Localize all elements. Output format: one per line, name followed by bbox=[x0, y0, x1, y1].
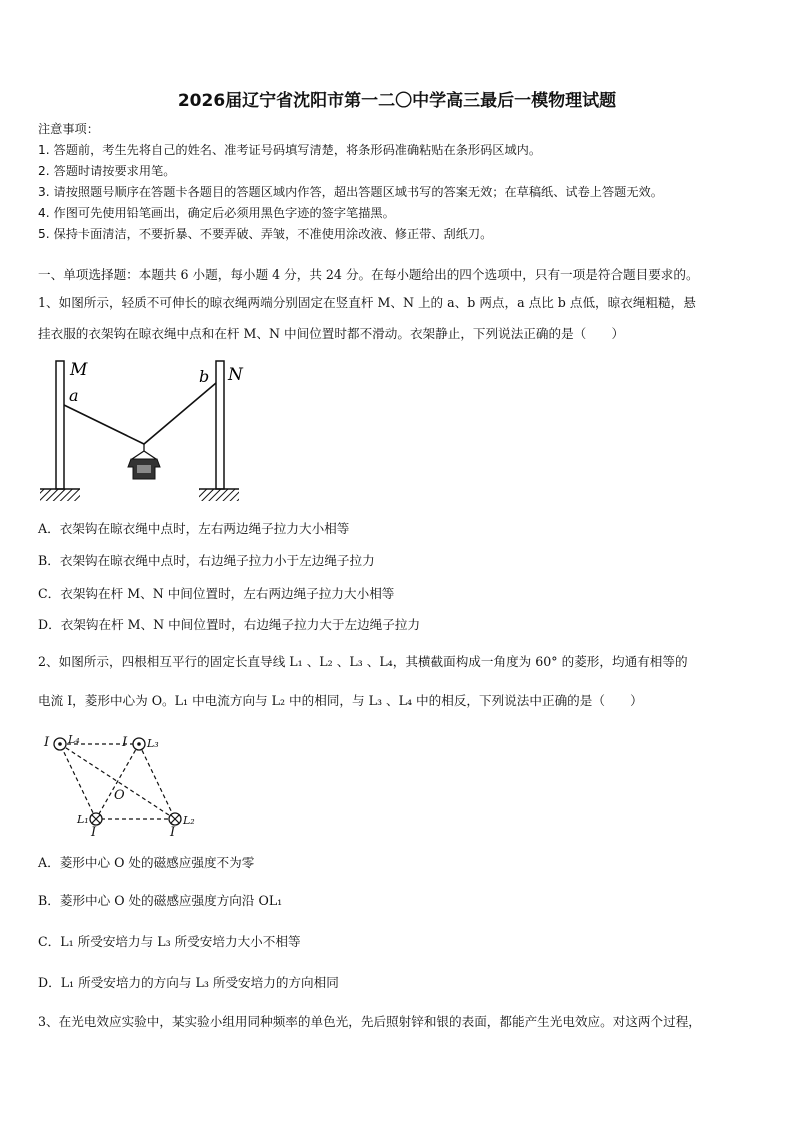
page-title: 2026届辽宁省沈阳市第一二〇中学高三最后一模物理试题 bbox=[177, 91, 617, 111]
notice-item: 5. 保持卡面清洁，不要折暴、不要弄破、弄皱，不准使用涂改液、修正带、刮纸刀。 bbox=[38, 227, 493, 241]
label-l3: L₃ bbox=[147, 737, 159, 750]
q1-option-c: C．衣架钩在杆 M、N 中间位置时，左右两边绳子拉力大小相等 bbox=[38, 586, 395, 601]
notice-item: 2. 答题时请按要求用笔。 bbox=[38, 164, 176, 178]
rhombus-lines bbox=[60, 744, 175, 819]
q1-option-d: D．衣架钩在杆 M、N 中间位置时，右边绳子拉力大于左边绳子拉力 bbox=[38, 617, 421, 632]
wire-rhombus-figure bbox=[38, 728, 218, 840]
question-1-line-1: 1、如图所示，轻质不可伸长的晾衣绳两端分别固定在竖直杆 M、N 上的 a、b 两点，a 点比 b 点低，晾衣绳粗糙，悬 bbox=[38, 295, 696, 310]
q2-option-d: D．L₁ 所受安培力的方向与 L₃ 所受安培力的方向相同 bbox=[38, 975, 339, 990]
ground-m bbox=[40, 489, 80, 501]
notice-item: 1. 答题前，考生先将自己的姓名、准考证号码填写清楚，将条形码准确粘贴在条形码区域内。 bbox=[38, 143, 542, 157]
q2-option-a: A．菱形中心 O 处的磁感应强度不为零 bbox=[38, 855, 255, 870]
label-m: M bbox=[70, 360, 88, 380]
current-label-l4: I bbox=[44, 735, 50, 750]
clothesline-figure bbox=[36, 355, 246, 507]
rope bbox=[64, 383, 216, 444]
ground-n bbox=[199, 489, 239, 501]
notice-item: 4. 作图可先使用铅笔画出，确定后必须用黑色字迹的签字笔描黑。 bbox=[38, 206, 395, 220]
notice-heading: 注意事项： bbox=[38, 122, 99, 136]
label-l2: L₂ bbox=[183, 814, 195, 827]
label-a: a bbox=[69, 386, 79, 405]
pole-n bbox=[216, 361, 224, 489]
label-n: N bbox=[228, 365, 243, 385]
pole-m bbox=[56, 361, 64, 489]
current-label-l2: I bbox=[170, 825, 176, 840]
question-2-line-1: 2、如图所示，四根相互平行的固定长直导线 L₁ 、L₂ 、L₃ 、L₄，其横截面构成一角度为 60° 的菱形，均通有相等的 bbox=[38, 654, 688, 669]
center-label-o: O bbox=[114, 788, 125, 803]
hanger bbox=[132, 444, 156, 459]
current-label-l1: I bbox=[91, 825, 97, 840]
label-l1: L₁ bbox=[77, 813, 89, 826]
q1-option-b: B．衣架钩在晾衣绳中点时，右边绳子拉力小于左边绳子拉力 bbox=[38, 553, 375, 568]
current-label-l3: I bbox=[122, 735, 128, 750]
label-b: b bbox=[199, 367, 210, 386]
question-1-line-2: 挂衣服的衣架钩在晾衣绳中点和在杆 M、N 中间位置时都不滑动。衣架静止，下列说法正确的是（ ） bbox=[38, 326, 625, 341]
question-3-line-1: 3、在光电效应实验中，某实验小组用同种频率的单色光，先后照射锌和银的表面，都能产生光电效应。对这两个过程， bbox=[38, 1014, 701, 1029]
q2-option-b: B．菱形中心 O 处的磁感应强度方向沿 OL₁ bbox=[38, 893, 283, 908]
question-2-line-2: 电流 I，菱形中心为 O。L₁ 中电流方向与 L₂ 中的相同，与 L₃ 、L₄ 中的相反，下列说法中正确的是（ ） bbox=[38, 693, 643, 708]
q2-option-c: C．L₁ 所受安培力与 L₃ 所受安培力大小不相等 bbox=[38, 934, 301, 949]
label-l4: L₄ bbox=[68, 733, 80, 746]
q1-option-a: A．衣架钩在晾衣绳中点时，左右两边绳子拉力大小相等 bbox=[38, 521, 350, 536]
section-heading: 一、单项选择题：本题共 6 小题，每小题 4 分，共 24 分。在每小题给出的四个选项中，只有一项是符合题目要求的。 bbox=[38, 267, 699, 282]
notice-item: 3. 请按照题号顺序在答题卡各题目的答题区域内作答，超出答题区域书写的答案无效；在草稿纸、试卷上答题无效。 bbox=[38, 185, 663, 199]
